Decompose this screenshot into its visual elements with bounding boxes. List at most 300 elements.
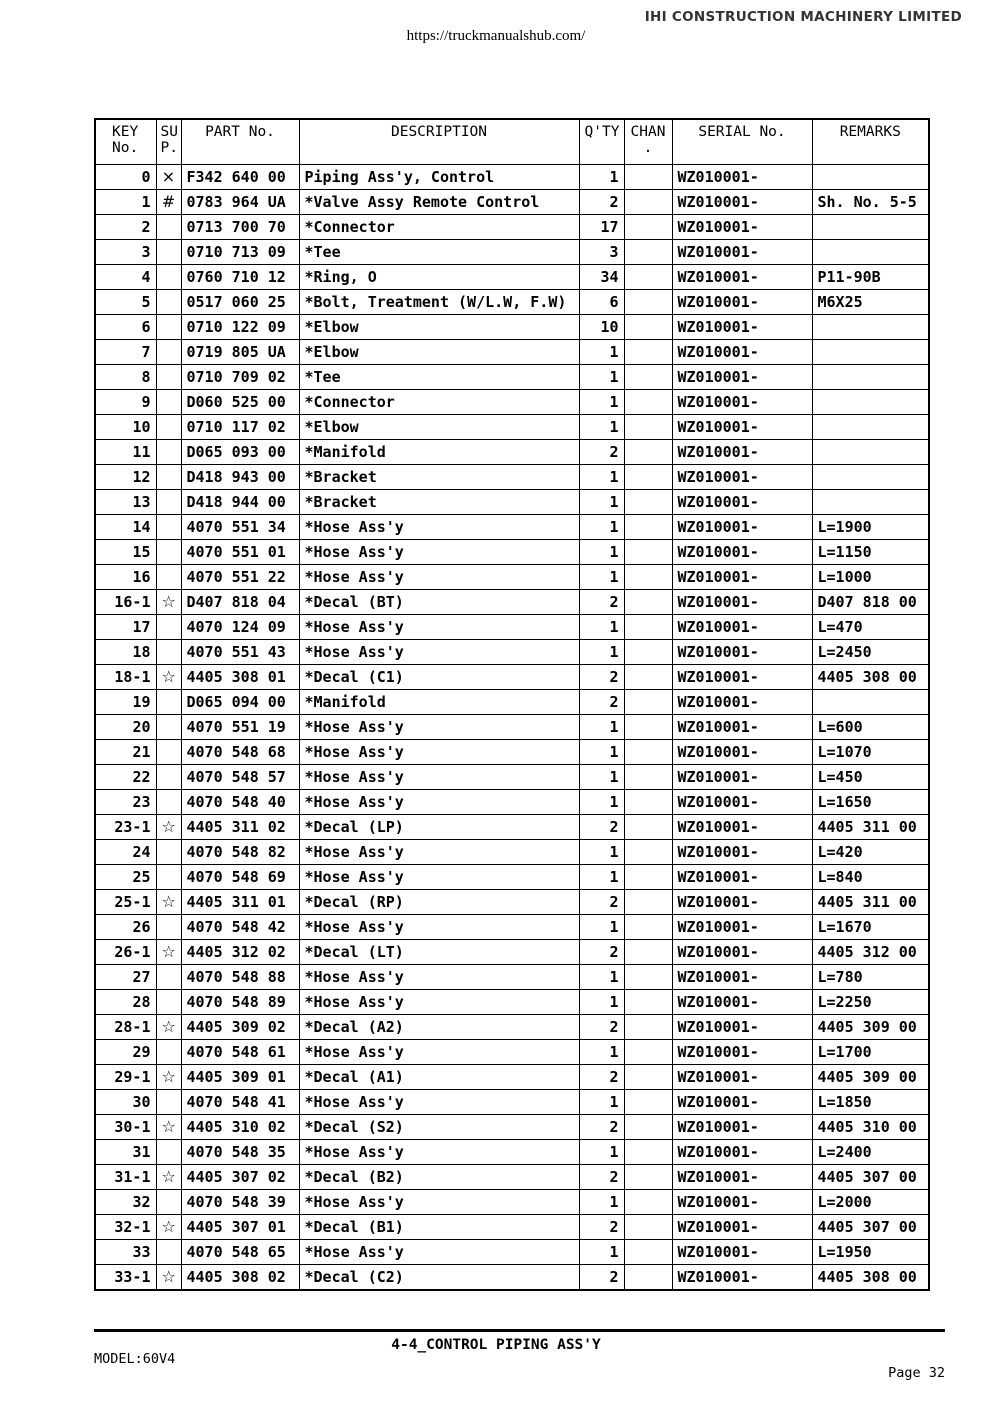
change-cell	[624, 415, 672, 440]
table-row	[95, 1265, 929, 1291]
section-title: 4-4_CONTROL PIPING ASS'Y	[391, 1337, 601, 1353]
change-cell	[624, 790, 672, 815]
part-number-cell: 4405 310 02	[181, 1115, 299, 1140]
change-cell	[624, 1090, 672, 1115]
serial-number-cell: WZ010001-	[672, 615, 812, 640]
quantity-cell: 2	[579, 440, 624, 465]
table-row	[95, 1040, 929, 1065]
key-cell: 23-1	[95, 815, 156, 840]
serial-number-cell: WZ010001-	[672, 815, 812, 840]
remarks-cell	[812, 165, 929, 190]
parts-table	[94, 118, 930, 1291]
remarks-cell: L=780	[812, 965, 929, 990]
description-cell: *Ring, O	[299, 265, 579, 290]
part-number-cell: 4405 308 01	[181, 665, 299, 690]
part-number-cell: 0710 117 02	[181, 415, 299, 440]
remarks-cell: 4405 307 00	[812, 1165, 929, 1190]
remarks-cell: 4405 311 00	[812, 890, 929, 915]
remarks-cell: L=840	[812, 865, 929, 890]
quantity-cell: 1	[579, 465, 624, 490]
table-row	[95, 640, 929, 665]
part-number-cell: 0710 122 09	[181, 315, 299, 340]
quantity-cell: 34	[579, 265, 624, 290]
key-cell: 22	[95, 765, 156, 790]
table-row	[95, 890, 929, 915]
part-number-cell: 0517 060 25	[181, 290, 299, 315]
change-cell	[624, 215, 672, 240]
description-cell: *Manifold	[299, 440, 579, 465]
table-row	[95, 715, 929, 740]
remarks-cell: 4405 311 00	[812, 815, 929, 840]
quantity-cell: 2	[579, 190, 624, 215]
quantity-cell: 1	[579, 715, 624, 740]
key-cell: 33-1	[95, 1265, 156, 1291]
serial-number-cell: WZ010001-	[672, 1240, 812, 1265]
description-cell: *Decal (A2)	[299, 1015, 579, 1040]
table-row	[95, 1215, 929, 1240]
col-header-remarks: REMARKS	[812, 119, 929, 165]
quantity-cell: 1	[579, 540, 624, 565]
part-number-cell: 4070 548 69	[181, 865, 299, 890]
description-cell: *Hose Ass'y	[299, 740, 579, 765]
key-cell: 6	[95, 315, 156, 340]
remarks-cell: Sh. No. 5-5	[812, 190, 929, 215]
key-cell: 31	[95, 1140, 156, 1165]
col-header-sup: SU P.	[156, 119, 181, 165]
supply-mark-cell: ×	[156, 165, 181, 190]
quantity-cell: 2	[579, 1215, 624, 1240]
model-label: MODEL:60V4	[94, 1351, 176, 1367]
table-row	[95, 540, 929, 565]
quantity-cell: 1	[579, 565, 624, 590]
supply-mark-cell	[156, 1040, 181, 1065]
table-row	[95, 390, 929, 415]
remarks-cell	[812, 490, 929, 515]
table-row	[95, 790, 929, 815]
part-number-cell: 4405 309 02	[181, 1015, 299, 1040]
table-row	[95, 765, 929, 790]
description-cell: *Hose Ass'y	[299, 1040, 579, 1065]
part-number-cell: 4070 548 39	[181, 1190, 299, 1215]
remarks-cell: 4405 309 00	[812, 1065, 929, 1090]
part-number-cell: 0710 709 02	[181, 365, 299, 390]
change-cell	[624, 465, 672, 490]
quantity-cell: 1	[579, 765, 624, 790]
part-number-cell: 4070 548 82	[181, 840, 299, 865]
description-cell: *Hose Ass'y	[299, 840, 579, 865]
table-row	[95, 865, 929, 890]
description-cell: *Hose Ass'y	[299, 615, 579, 640]
serial-number-cell: WZ010001-	[672, 1190, 812, 1215]
quantity-cell: 1	[579, 515, 624, 540]
part-number-cell: D418 943 00	[181, 465, 299, 490]
part-number-cell: 4405 312 02	[181, 940, 299, 965]
supply-mark-cell: #	[156, 190, 181, 215]
description-cell: *Hose Ass'y	[299, 715, 579, 740]
table-row	[95, 1015, 929, 1040]
description-cell: *Hose Ass'y	[299, 765, 579, 790]
remarks-cell: L=1650	[812, 790, 929, 815]
serial-number-cell: WZ010001-	[672, 640, 812, 665]
serial-number-cell: WZ010001-	[672, 240, 812, 265]
col-header-serial: SERIAL No.	[672, 119, 812, 165]
description-cell: *Decal (RP)	[299, 890, 579, 915]
supply-mark-cell	[156, 840, 181, 865]
part-number-cell: D065 094 00	[181, 690, 299, 715]
quantity-cell: 1	[579, 615, 624, 640]
supply-mark-cell	[156, 990, 181, 1015]
table-row	[95, 990, 929, 1015]
supply-mark-cell: ☆	[156, 1115, 181, 1140]
key-cell: 30	[95, 1090, 156, 1115]
remarks-cell: L=420	[812, 840, 929, 865]
remarks-cell	[812, 465, 929, 490]
table-row	[95, 665, 929, 690]
supply-mark-cell	[156, 390, 181, 415]
remarks-cell: L=1670	[812, 915, 929, 940]
part-number-cell: 4070 551 34	[181, 515, 299, 540]
table-row	[95, 1065, 929, 1090]
key-cell: 29	[95, 1040, 156, 1065]
parts-table-body	[95, 165, 929, 1291]
serial-number-cell: WZ010001-	[672, 1265, 812, 1291]
key-cell: 20	[95, 715, 156, 740]
supply-mark-cell	[156, 1240, 181, 1265]
key-cell: 3	[95, 240, 156, 265]
serial-number-cell: WZ010001-	[672, 390, 812, 415]
part-number-cell: D418 944 00	[181, 490, 299, 515]
part-number-cell: 4070 548 88	[181, 965, 299, 990]
remarks-cell: 4405 307 00	[812, 1215, 929, 1240]
description-cell: *Connector	[299, 390, 579, 415]
serial-number-cell: WZ010001-	[672, 1140, 812, 1165]
serial-number-cell: WZ010001-	[672, 365, 812, 390]
table-row	[95, 240, 929, 265]
serial-number-cell: WZ010001-	[672, 915, 812, 940]
serial-number-cell: WZ010001-	[672, 690, 812, 715]
description-cell: *Bracket	[299, 465, 579, 490]
quantity-cell: 1	[579, 915, 624, 940]
table-row	[95, 365, 929, 390]
change-cell	[624, 1140, 672, 1165]
table-row	[95, 490, 929, 515]
change-cell	[624, 940, 672, 965]
serial-number-cell: WZ010001-	[672, 515, 812, 540]
change-cell	[624, 1165, 672, 1190]
brand-header: IHI CONSTRUCTION MACHINERY LIMITED	[644, 9, 962, 25]
serial-number-cell: WZ010001-	[672, 440, 812, 465]
description-cell: *Decal (LP)	[299, 815, 579, 840]
supply-mark-cell: ☆	[156, 1165, 181, 1190]
table-header-row	[95, 119, 929, 165]
change-cell	[624, 665, 672, 690]
key-cell: 28	[95, 990, 156, 1015]
col-header-qty: Q'TY	[579, 119, 624, 165]
supply-mark-cell	[156, 915, 181, 940]
remarks-cell	[812, 390, 929, 415]
quantity-cell: 1	[579, 790, 624, 815]
table-row	[95, 215, 929, 240]
supply-mark-cell	[156, 465, 181, 490]
quantity-cell: 1	[579, 365, 624, 390]
change-cell	[624, 890, 672, 915]
change-cell	[624, 1040, 672, 1065]
quantity-cell: 1	[579, 165, 624, 190]
description-cell: *Hose Ass'y	[299, 965, 579, 990]
table-row	[95, 1165, 929, 1190]
table-row	[95, 265, 929, 290]
table-row	[95, 340, 929, 365]
part-number-cell: 4070 551 22	[181, 565, 299, 590]
key-cell: 5	[95, 290, 156, 315]
table-row	[95, 465, 929, 490]
supply-mark-cell: ☆	[156, 1215, 181, 1240]
supply-mark-cell: ☆	[156, 1015, 181, 1040]
quantity-cell: 2	[579, 940, 624, 965]
description-cell: *Decal (LT)	[299, 940, 579, 965]
description-cell: *Decal (C2)	[299, 1265, 579, 1291]
key-cell: 18-1	[95, 665, 156, 690]
part-number-cell: 0760 710 12	[181, 265, 299, 290]
supply-mark-cell	[156, 965, 181, 990]
remarks-cell: P11-90B	[812, 265, 929, 290]
part-number-cell: 4070 548 40	[181, 790, 299, 815]
page-number: Page 32	[888, 1365, 945, 1381]
remarks-cell: L=1000	[812, 565, 929, 590]
supply-mark-cell	[156, 1140, 181, 1165]
serial-number-cell: WZ010001-	[672, 965, 812, 990]
remarks-cell: 4405 308 00	[812, 1265, 929, 1291]
description-cell: *Hose Ass'y	[299, 515, 579, 540]
part-number-cell: 4070 548 61	[181, 1040, 299, 1065]
key-cell: 33	[95, 1240, 156, 1265]
part-number-cell: 4070 551 43	[181, 640, 299, 665]
description-cell: *Elbow	[299, 415, 579, 440]
remarks-cell: L=1850	[812, 1090, 929, 1115]
quantity-cell: 1	[579, 865, 624, 890]
table-row	[95, 615, 929, 640]
table-row	[95, 815, 929, 840]
quantity-cell: 17	[579, 215, 624, 240]
supply-mark-cell	[156, 290, 181, 315]
change-cell	[624, 1065, 672, 1090]
key-cell: 10	[95, 415, 156, 440]
change-cell	[624, 1240, 672, 1265]
part-number-cell: 0713 700 70	[181, 215, 299, 240]
table-row	[95, 590, 929, 615]
serial-number-cell: WZ010001-	[672, 1065, 812, 1090]
description-cell: Piping Ass'y, Control	[299, 165, 579, 190]
table-row	[95, 1115, 929, 1140]
description-cell: *Hose Ass'y	[299, 1240, 579, 1265]
change-cell	[624, 840, 672, 865]
part-number-cell: 4070 124 09	[181, 615, 299, 640]
supply-mark-cell	[156, 640, 181, 665]
change-cell	[624, 365, 672, 390]
supply-mark-cell	[156, 765, 181, 790]
supply-mark-cell	[156, 340, 181, 365]
change-cell	[624, 590, 672, 615]
description-cell: *Hose Ass'y	[299, 790, 579, 815]
remarks-cell: L=1900	[812, 515, 929, 540]
supply-mark-cell: ☆	[156, 665, 181, 690]
serial-number-cell: WZ010001-	[672, 1040, 812, 1065]
part-number-cell: F342 640 00	[181, 165, 299, 190]
quantity-cell: 1	[579, 1140, 624, 1165]
remarks-cell: L=2250	[812, 990, 929, 1015]
change-cell	[624, 815, 672, 840]
serial-number-cell: WZ010001-	[672, 990, 812, 1015]
serial-number-cell: WZ010001-	[672, 1215, 812, 1240]
serial-number-cell: WZ010001-	[672, 315, 812, 340]
supply-mark-cell	[156, 490, 181, 515]
supply-mark-cell	[156, 365, 181, 390]
supply-mark-cell	[156, 565, 181, 590]
key-cell: 2	[95, 215, 156, 240]
change-cell	[624, 440, 672, 465]
description-cell: *Decal (C1)	[299, 665, 579, 690]
change-cell	[624, 965, 672, 990]
key-cell: 12	[95, 465, 156, 490]
supply-mark-cell	[156, 215, 181, 240]
remarks-cell	[812, 315, 929, 340]
remarks-cell: L=450	[812, 765, 929, 790]
description-cell: *Manifold	[299, 690, 579, 715]
supply-mark-cell: ☆	[156, 940, 181, 965]
serial-number-cell: WZ010001-	[672, 1015, 812, 1040]
key-cell: 17	[95, 615, 156, 640]
quantity-cell: 2	[579, 690, 624, 715]
supply-mark-cell	[156, 740, 181, 765]
key-cell: 4	[95, 265, 156, 290]
table-row	[95, 740, 929, 765]
supply-mark-cell	[156, 865, 181, 890]
supply-mark-cell	[156, 415, 181, 440]
table-row	[95, 190, 929, 215]
key-cell: 31-1	[95, 1165, 156, 1190]
description-cell: *Tee	[299, 365, 579, 390]
part-number-cell: 4070 548 42	[181, 915, 299, 940]
change-cell	[624, 615, 672, 640]
remarks-cell: D407 818 00	[812, 590, 929, 615]
table-row	[95, 515, 929, 540]
supply-mark-cell	[156, 540, 181, 565]
remarks-cell	[812, 340, 929, 365]
part-number-cell: 4070 548 35	[181, 1140, 299, 1165]
description-cell: *Hose Ass'y	[299, 990, 579, 1015]
supply-mark-cell: ☆	[156, 1265, 181, 1291]
quantity-cell: 3	[579, 240, 624, 265]
serial-number-cell: WZ010001-	[672, 465, 812, 490]
change-cell	[624, 1190, 672, 1215]
change-cell	[624, 290, 672, 315]
serial-number-cell: WZ010001-	[672, 540, 812, 565]
part-number-cell: 4405 308 02	[181, 1265, 299, 1291]
remarks-cell: 4405 308 00	[812, 665, 929, 690]
supply-mark-cell: ☆	[156, 1065, 181, 1090]
change-cell	[624, 340, 672, 365]
serial-number-cell: WZ010001-	[672, 790, 812, 815]
change-cell	[624, 865, 672, 890]
key-cell: 24	[95, 840, 156, 865]
part-number-cell: 4070 548 68	[181, 740, 299, 765]
supply-mark-cell: ☆	[156, 890, 181, 915]
description-cell: *Bolt, Treatment (W/L.W, F.W)	[299, 290, 579, 315]
part-number-cell: 0710 713 09	[181, 240, 299, 265]
description-cell: *Bracket	[299, 490, 579, 515]
change-cell	[624, 1015, 672, 1040]
description-cell: *Hose Ass'y	[299, 915, 579, 940]
serial-number-cell: WZ010001-	[672, 290, 812, 315]
change-cell	[624, 390, 672, 415]
key-cell: 21	[95, 740, 156, 765]
change-cell	[624, 165, 672, 190]
source-url: https://truckmanualshub.com/	[406, 28, 586, 44]
table-row	[95, 165, 929, 190]
quantity-cell: 1	[579, 740, 624, 765]
key-cell: 29-1	[95, 1065, 156, 1090]
supply-mark-cell	[156, 690, 181, 715]
remarks-cell: L=1700	[812, 1040, 929, 1065]
description-cell: *Hose Ass'y	[299, 1140, 579, 1165]
description-cell: *Decal (B2)	[299, 1165, 579, 1190]
change-cell	[624, 240, 672, 265]
part-number-cell: 4070 548 41	[181, 1090, 299, 1115]
description-cell: *Hose Ass'y	[299, 1090, 579, 1115]
change-cell	[624, 915, 672, 940]
quantity-cell: 1	[579, 415, 624, 440]
remarks-cell: L=2450	[812, 640, 929, 665]
description-cell: *Hose Ass'y	[299, 640, 579, 665]
quantity-cell: 1	[579, 390, 624, 415]
quantity-cell: 2	[579, 1115, 624, 1140]
key-cell: 16	[95, 565, 156, 590]
key-cell: 32-1	[95, 1215, 156, 1240]
remarks-cell	[812, 440, 929, 465]
key-cell: 19	[95, 690, 156, 715]
quantity-cell: 2	[579, 665, 624, 690]
serial-number-cell: WZ010001-	[672, 415, 812, 440]
table-row	[95, 1240, 929, 1265]
part-number-cell: 0783 964 UA	[181, 190, 299, 215]
table-row	[95, 565, 929, 590]
key-cell: 1	[95, 190, 156, 215]
quantity-cell: 1	[579, 1240, 624, 1265]
quantity-cell: 1	[579, 340, 624, 365]
description-cell: *Hose Ass'y	[299, 1190, 579, 1215]
quantity-cell: 1	[579, 990, 624, 1015]
change-cell	[624, 540, 672, 565]
key-cell: 27	[95, 965, 156, 990]
supply-mark-cell	[156, 240, 181, 265]
quantity-cell: 2	[579, 1265, 624, 1291]
remarks-cell: 4405 310 00	[812, 1115, 929, 1140]
table-row	[95, 940, 929, 965]
table-row	[95, 965, 929, 990]
serial-number-cell: WZ010001-	[672, 190, 812, 215]
key-cell: 7	[95, 340, 156, 365]
quantity-cell: 1	[579, 1190, 624, 1215]
change-cell	[624, 1115, 672, 1140]
serial-number-cell: WZ010001-	[672, 565, 812, 590]
supply-mark-cell: ☆	[156, 590, 181, 615]
change-cell	[624, 1265, 672, 1291]
quantity-cell: 1	[579, 1040, 624, 1065]
supply-mark-cell	[156, 440, 181, 465]
col-header-description: DESCRIPTION	[299, 119, 579, 165]
table-row	[95, 690, 929, 715]
serial-number-cell: WZ010001-	[672, 1090, 812, 1115]
